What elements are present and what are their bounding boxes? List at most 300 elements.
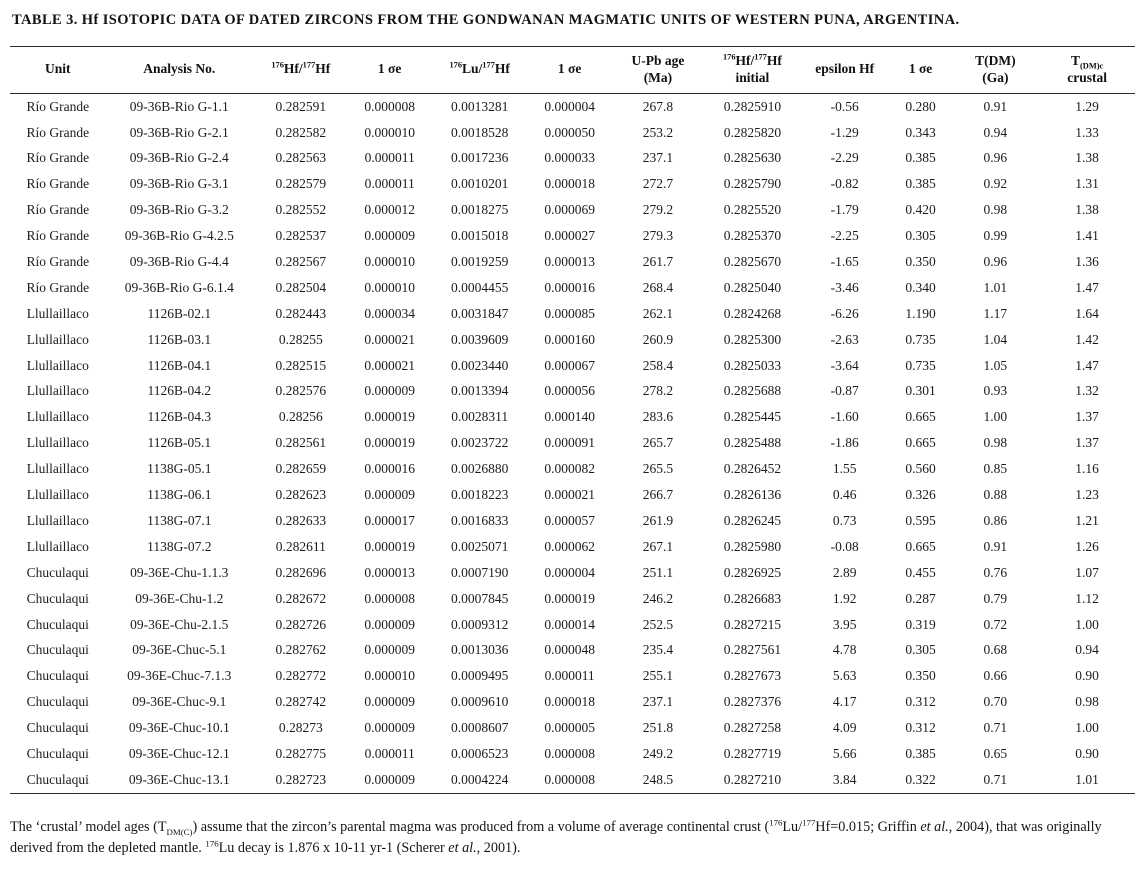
table-cell: 0.000057 [544, 512, 595, 528]
table-cell: 1.04 [983, 331, 1008, 347]
table-cell: 0.2825040 [723, 279, 782, 295]
table-cell: 0.000008 [544, 771, 595, 787]
table-cell: Río Grande [26, 150, 90, 166]
table-cell: 0.2827215 [723, 616, 782, 632]
column-header: epsilon Hf [815, 61, 875, 77]
table-cell: 0.2825630 [723, 150, 782, 166]
column-header: U-Pb age (Ma) [631, 53, 685, 85]
column-header: Analysis No. [143, 61, 216, 77]
table-cell: 1126B-04.1 [147, 357, 212, 373]
table-cell: 268.4 [642, 279, 674, 295]
table-cell: 1126B-04.3 [147, 409, 212, 425]
table-cell: 0.560 [905, 461, 936, 477]
table-cell: 0.70 [983, 694, 1008, 710]
table-cell: 0.287 [905, 590, 936, 606]
hf-isotopic-data-table [10, 46, 1135, 794]
table-cell: 1.01 [1075, 771, 1099, 787]
table-cell: 0.282611 [275, 538, 326, 554]
table-cell: 261.7 [642, 254, 674, 270]
table-cell: 1.47 [1075, 357, 1099, 373]
table-cell: 0.91 [983, 98, 1008, 114]
table-cell: 1.00 [983, 409, 1008, 425]
table-cell: 0.2824268 [723, 305, 782, 321]
table-cell: Chuculaqui [26, 771, 89, 787]
table-cell: -2.29 [830, 150, 859, 166]
table-cell: 0.343 [905, 124, 936, 140]
table-cell: 0.2827210 [723, 771, 782, 787]
table-cell: 4.17 [832, 694, 857, 710]
table-row [10, 120, 1135, 146]
table-cell: 0.2825670 [723, 254, 782, 270]
table-cell: 5.63 [832, 668, 857, 684]
table-body [10, 93, 1135, 793]
table-cell: 0.90 [1075, 668, 1099, 684]
table-cell: 0.2827673 [723, 668, 782, 684]
table-cell: 09-36E-Chuc-7.1.3 [127, 668, 232, 684]
table-cell: 0.0009610 [450, 694, 509, 710]
table-cell: 0.455 [905, 564, 936, 580]
column-header: T(DM) (Ga) [975, 53, 1016, 85]
table-cell: Llullaillaco [26, 461, 89, 477]
table-cell: 0.28256 [278, 409, 323, 425]
table-cell: 0.000016 [544, 279, 595, 295]
column-header: 1 σe [557, 61, 582, 77]
table-cell: 1.47 [1075, 279, 1099, 295]
table-cell: 1126B-03.1 [147, 331, 212, 347]
table-cell: 0.282582 [275, 124, 327, 140]
table-cell: 0.282742 [275, 694, 327, 710]
table-cell: 0.92 [983, 176, 1008, 192]
table-cell: 0.000004 [544, 98, 595, 114]
table-cell: 283.6 [642, 409, 674, 425]
table-cell: 09-36B-Rio G-2.4 [129, 150, 229, 166]
table-cell: 260.9 [642, 331, 674, 347]
table-row [10, 482, 1135, 508]
table-cell: 237.1 [642, 694, 674, 710]
table-cell: 0.000019 [364, 435, 415, 451]
table-cell: Río Grande [26, 124, 90, 140]
table-cell: 0.91 [983, 538, 1008, 554]
table-cell: 1.26 [1075, 538, 1099, 554]
table-cell: Llullaillaco [26, 357, 89, 373]
table-cell: 0.000009 [364, 720, 415, 736]
table-cell: Llullaillaco [26, 409, 89, 425]
table-cell: 0.71 [983, 720, 1008, 736]
column-header: $^{176}$Hf/$^{177}$Hf initial [722, 52, 782, 85]
table-cell: 0.350 [905, 668, 936, 684]
table-cell: Llullaillaco [26, 538, 89, 554]
table-row [10, 301, 1135, 327]
table-cell: 0.665 [905, 538, 936, 554]
table-cell: 0.2826136 [723, 487, 782, 503]
table-cell: 253.2 [642, 124, 674, 140]
table-cell: 1138G-07.2 [147, 538, 212, 554]
table-cell: 09-36E-Chuc-10.1 [128, 720, 230, 736]
table-cell: 255.1 [642, 668, 674, 684]
table-cell: 0.312 [905, 694, 936, 710]
table-cell: 246.2 [642, 590, 674, 606]
table-cell: 0.2825520 [723, 202, 782, 218]
table-cell: 0.735 [905, 331, 936, 347]
table-cell: 3.84 [832, 771, 857, 787]
table-cell: 09-36E-Chu-1.1.3 [130, 564, 229, 580]
table-cell: 0.000034 [364, 305, 415, 321]
table-cell: 0.93 [983, 383, 1008, 399]
table-cell: 09-36B-Rio G-2.1 [129, 124, 229, 140]
table-cell: 0.305 [905, 642, 936, 658]
table-cell: 0.000016 [364, 461, 415, 477]
table-cell: Chuculaqui [26, 745, 89, 761]
table-cell: 0.0016833 [450, 512, 509, 528]
table-cell: -0.56 [830, 98, 859, 114]
table-cell: 0.000008 [544, 745, 595, 761]
table-cell: 0.000009 [364, 694, 415, 710]
table-cell: 0.96 [983, 150, 1008, 166]
table-cell: 0.280 [905, 98, 936, 114]
table-cell: 237.1 [642, 150, 674, 166]
table-cell: 2.89 [832, 564, 857, 580]
table-cell: 09-36B-Rio G-6.1.4 [124, 279, 234, 295]
table-row [10, 689, 1135, 715]
table-cell: 09-36E-Chuc-9.1 [132, 694, 227, 710]
table-cell: 0.2827376 [723, 694, 782, 710]
table-cell: 0.322 [905, 771, 936, 787]
table-cell: 0.96 [983, 254, 1008, 270]
table-cell: -1.60 [830, 409, 859, 425]
table-cell: 1126B-05.1 [147, 435, 212, 451]
table-cell: 0.665 [905, 435, 936, 451]
column-header: $T_{(DM)c}$ crustal [1067, 53, 1107, 85]
table-cell: 0.0017236 [450, 150, 509, 166]
table-cell: 265.7 [642, 435, 674, 451]
table-cell: 0.000004 [544, 564, 595, 580]
table-cell: 0.000091 [544, 435, 595, 451]
table-cell: 0.282696 [275, 564, 327, 580]
table-cell: 0.000018 [544, 694, 595, 710]
table-cell: 0.66 [983, 668, 1008, 684]
table-cell: 0.0018275 [450, 202, 509, 218]
table-cell: 5.66 [832, 745, 857, 761]
column-header: $^{176}$Lu/$^{177}$Hf [449, 60, 510, 77]
table-cell: 0.340 [905, 279, 936, 295]
table-row [10, 612, 1135, 638]
table-cell: 0.319 [905, 616, 936, 632]
table-cell: 1.37 [1075, 435, 1099, 451]
table-cell: 1.36 [1075, 254, 1099, 270]
table-cell: 0.282623 [275, 487, 327, 503]
table-cell: 09-36E-Chuc-5.1 [132, 642, 227, 658]
table-cell: 1.33 [1075, 124, 1099, 140]
table-row [10, 223, 1135, 249]
table-cell: 1.37 [1075, 409, 1099, 425]
table-cell: 0.0013281 [450, 98, 509, 114]
table-cell: 0.420 [905, 202, 936, 218]
table-cell: 265.5 [642, 461, 674, 477]
table-cell: Río Grande [26, 228, 90, 244]
table-cell: 0.0039609 [450, 331, 509, 347]
table-cell: 0.0023722 [450, 435, 509, 451]
table-cell: 0.90 [1075, 745, 1099, 761]
table-cell: 0.000085 [544, 305, 595, 321]
table-row [10, 767, 1135, 793]
table-cell: 279.2 [642, 202, 674, 218]
table-cell: 0.000009 [364, 771, 415, 787]
table-cell: 0.282567 [275, 254, 327, 270]
table-cell: 0.282762 [275, 642, 327, 658]
table-cell: 1.23 [1075, 487, 1099, 503]
table-cell: 0.2825910 [723, 98, 782, 114]
table-cell: 0.000008 [364, 590, 415, 606]
table-cell: 0.000009 [364, 642, 415, 658]
table-cell: 09-36B-Rio G-4.4 [129, 254, 229, 270]
table-cell: 262.1 [642, 305, 674, 321]
table-cell: Chuculaqui [26, 590, 89, 606]
table-cell: 0.282672 [275, 590, 327, 606]
table-cell: -1.65 [830, 254, 859, 270]
table-cell: Chuculaqui [26, 668, 89, 684]
table-cell: 0.282633 [275, 512, 327, 528]
table-cell: 1.00 [1075, 616, 1099, 632]
table-cell: 0.86 [983, 512, 1008, 528]
table-cell: Llullaillaco [26, 487, 89, 503]
table-cell: 0.68 [983, 642, 1008, 658]
table-cell: 0.0004224 [450, 771, 509, 787]
table-cell: 0.282579 [275, 176, 327, 192]
table-row [10, 715, 1135, 741]
table-cell: 0.000017 [364, 512, 415, 528]
table-cell: 0.282537 [275, 228, 327, 244]
table-cell: -3.64 [830, 357, 859, 373]
table-cell: 0.0004455 [450, 279, 509, 295]
table-cell: 0.0006523 [450, 745, 509, 761]
table-cell: 1.16 [1075, 461, 1099, 477]
table-cell: 0.000140 [544, 409, 595, 425]
table-cell: 0.000019 [544, 590, 595, 606]
table-cell: 0.000021 [544, 487, 595, 503]
table-cell: 0.282659 [275, 461, 327, 477]
table-cell: 0.282591 [275, 98, 327, 114]
table-row [10, 586, 1135, 612]
table-cell: 0.0013036 [450, 642, 509, 658]
table-cell: 248.5 [642, 771, 674, 787]
table-cell: 0.000011 [544, 668, 595, 684]
table-cell: 0.0010201 [450, 176, 509, 192]
table-row [10, 171, 1135, 197]
table-cell: 09-36B-Rio G-3.1 [129, 176, 229, 192]
table-cell: 0.000011 [364, 150, 415, 166]
table-cell: 0.2827258 [723, 720, 782, 736]
table-cell: 0.0009312 [450, 616, 509, 632]
table-cell: 1138G-05.1 [147, 461, 212, 477]
table-cell: 278.2 [642, 383, 674, 399]
table-cell: 0.94 [983, 124, 1008, 140]
table-cell: 09-36E-Chu-1.2 [135, 590, 224, 606]
table-cell: 0.0018528 [450, 124, 509, 140]
table-cell: 0.282443 [275, 305, 327, 321]
column-header: 1 σe [908, 61, 933, 77]
table-cell: 0.000012 [364, 202, 415, 218]
table-cell: 0.2827719 [723, 745, 782, 761]
table-cell: 0.000160 [544, 331, 595, 347]
table-cell: Río Grande [26, 279, 90, 295]
table-cell: 1.38 [1075, 202, 1099, 218]
table-cell: 0.0025071 [450, 538, 509, 554]
table-cell: -0.87 [830, 383, 859, 399]
table-row [10, 146, 1135, 172]
table-cell: 0.2825688 [723, 383, 782, 399]
table-row [10, 534, 1135, 560]
table-cell: 0.000062 [544, 538, 595, 554]
table-header-row [10, 47, 1135, 94]
table-cell: 3.95 [832, 616, 857, 632]
table-row [10, 430, 1135, 456]
table-cell: 1126B-04.2 [147, 383, 212, 399]
table-cell: 0.000067 [544, 357, 595, 373]
table-cell: 1.92 [832, 590, 857, 606]
table-cell: 09-36B-Rio G-3.2 [129, 202, 229, 218]
table-cell: 1.31 [1075, 176, 1099, 192]
table-cell: 0.28273 [278, 720, 323, 736]
table-row [10, 93, 1135, 119]
table-cell: 251.1 [642, 564, 674, 580]
table-cell: 235.4 [642, 642, 674, 658]
table-cell: 1.05 [983, 357, 1008, 373]
table-cell: 1.00 [1075, 720, 1099, 736]
table-cell: 09-36B-Rio G-4.2.5 [124, 228, 234, 244]
table-cell: 0.000021 [364, 331, 415, 347]
table-cell: 0.326 [905, 487, 936, 503]
table-cell: 0.88 [983, 487, 1008, 503]
table-cell: 0.000013 [544, 254, 595, 270]
table-cell: 0.99 [983, 228, 1008, 244]
table-row [10, 197, 1135, 223]
table-cell: 0.000033 [544, 150, 595, 166]
table-cell: 0.000009 [364, 383, 415, 399]
table-cell: 0.94 [1075, 642, 1099, 658]
table-cell: Río Grande [26, 176, 90, 192]
table-cell: 0.2826683 [723, 590, 782, 606]
table-row [10, 508, 1135, 534]
table-header [10, 47, 1135, 94]
table-cell: 0.000010 [364, 279, 415, 295]
table-cell: 0.000014 [544, 616, 595, 632]
table-cell: 0.0026880 [450, 461, 509, 477]
table-cell: 0.000009 [364, 616, 415, 632]
table-cell: 0.000013 [364, 564, 415, 580]
column-header: $^{176}$Hf/$^{177}$Hf [271, 60, 331, 77]
table-cell: 0.72 [983, 616, 1008, 632]
table-cell: 251.8 [642, 720, 674, 736]
table-cell: 0.0023440 [450, 357, 509, 373]
table-cell: 1.42 [1075, 331, 1099, 347]
table-cell: 0.000010 [364, 668, 415, 684]
table-row [10, 456, 1135, 482]
table-cell: 4.09 [832, 720, 857, 736]
table-cell: 0.282552 [275, 202, 327, 218]
table-cell: 0.735 [905, 357, 936, 373]
table-title: TABLE 3. Hf ISOTOPIC DATA OF DATED ZIRCONS FROM THE GONDWANAN MAGMATIC UNITS OF WESTERN PUNA, ARGENTINA. [12, 12, 960, 28]
table-cell: 0.000010 [364, 254, 415, 270]
table-cell: Chuculaqui [26, 616, 89, 632]
table-row [10, 637, 1135, 663]
table-cell: 279.3 [642, 228, 674, 244]
table-cell: 1.21 [1075, 512, 1099, 528]
table-row [10, 560, 1135, 586]
table-cell: 0.000021 [364, 357, 415, 373]
table-cell: 09-36B-Rio G-1.1 [129, 98, 229, 114]
table-cell: 0.282775 [275, 745, 327, 761]
table-cell: 252.5 [642, 616, 674, 632]
table-cell: -3.46 [830, 279, 859, 295]
column-header: Unit [45, 61, 71, 77]
table-cell: 0.2825370 [723, 228, 782, 244]
table-cell: 0.0008607 [450, 720, 509, 736]
table-cell: 0.282772 [275, 668, 327, 684]
table-cell: 0.000009 [364, 487, 415, 503]
table-cell: -0.82 [830, 176, 859, 192]
table-cell: 0.282576 [275, 383, 327, 399]
table-cell: 0.282723 [275, 771, 327, 787]
table-cell: 4.78 [832, 642, 857, 658]
table-cell: 1.12 [1075, 590, 1099, 606]
table-cell: 0.73 [832, 512, 857, 528]
table-cell: Chuculaqui [26, 642, 89, 658]
table-cell: 1.190 [905, 305, 936, 321]
table-cell: 261.9 [642, 512, 674, 528]
table-cell: 1.29 [1075, 98, 1099, 114]
table-cell: -0.08 [830, 538, 859, 554]
table-cell: 258.4 [642, 357, 674, 373]
table-cell: 1.01 [983, 279, 1008, 295]
table-cell: 0.65 [983, 745, 1008, 761]
table-row [10, 275, 1135, 301]
table-cell: -6.26 [830, 305, 859, 321]
table-cell: 0.98 [983, 435, 1008, 451]
table-cell: 267.8 [642, 98, 674, 114]
table-cell: 0.0007190 [450, 564, 509, 580]
column-header: 1 σe [377, 61, 402, 77]
table-cell: Llullaillaco [26, 435, 89, 451]
table-row [10, 663, 1135, 689]
table-cell: Río Grande [26, 202, 90, 218]
table-row [10, 741, 1135, 767]
table-cell: -2.63 [830, 331, 859, 347]
table-cell: 0.000008 [364, 98, 415, 114]
table-cell: Río Grande [26, 254, 90, 270]
table-cell: 0.85 [983, 461, 1008, 477]
table-cell: 0.282561 [275, 435, 327, 451]
table-cell: 0.385 [905, 745, 936, 761]
table-cell: 0.000048 [544, 642, 595, 658]
table-cell: Llullaillaco [26, 383, 89, 399]
table-footnote: The ‘crustal’ model ages $(T_{DM(C)})$ assume that the zircon’s parental magma was produced from a volume of average continental crust ($^{176}$Lu/$^{177}$Hf=0.015; Griffin et al., 2004), that was originally derived from the depleted mantle. $^{176}$Lu decay is 1.876 x 10-11 yr-1 (Scherer et al., 2001). [10, 817, 1102, 856]
table-cell: 249.2 [642, 745, 674, 761]
table-cell: 0.595 [905, 512, 936, 528]
table-cell: 09-36E-Chu-2.1.5 [130, 616, 229, 632]
table-cell: 0.2826245 [723, 512, 782, 528]
table-row [10, 404, 1135, 430]
table-cell: 1138G-07.1 [147, 512, 212, 528]
table-cell: 0.2826452 [723, 461, 782, 477]
table-cell: 0.282515 [275, 357, 327, 373]
table-cell: 1.32 [1075, 383, 1099, 399]
table-cell: 1.55 [832, 461, 857, 477]
table-cell: 272.7 [642, 176, 674, 192]
table-cell: 0.312 [905, 720, 936, 736]
table-cell: 0.282504 [275, 279, 327, 295]
table-cell: 1.38 [1075, 150, 1099, 166]
table-cell: 0.46 [832, 487, 857, 503]
